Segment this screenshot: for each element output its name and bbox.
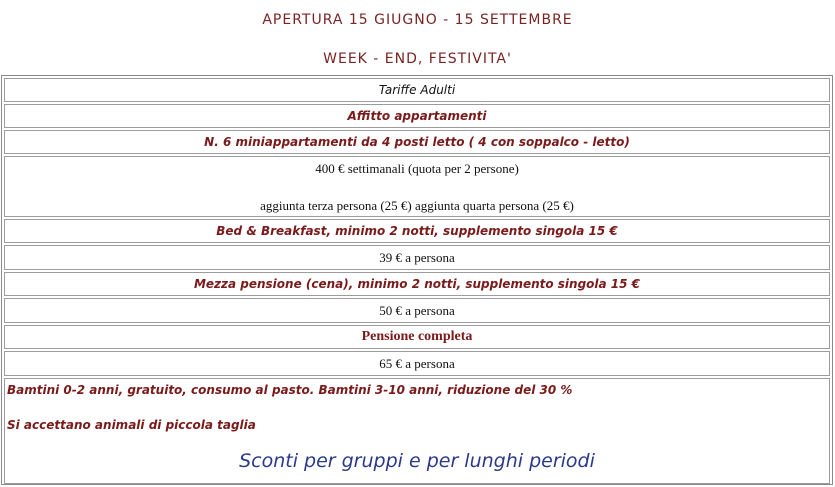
- apartment-price-cell: [4, 156, 830, 217]
- extra-person-price-text: aggiunta terza persona (25 €) aggiunta quarta persona (25 €): [260, 198, 574, 213]
- half-board-price: 50 € a persona: [4, 298, 830, 323]
- pets-allowed-note: Si accettano animali di piccola taglia: [7, 418, 256, 432]
- full-board-price: 65 € a persona: [4, 351, 830, 376]
- weekly-price-text: 400 € settimanali (quota per 2 persone): [315, 161, 519, 176]
- mini-apartments-header: N. 6 miniappartamenti da 4 posti letto ( 4 con soppalco - letto): [4, 130, 830, 154]
- tariffe-adulti-cell: Tariffe Adulti: [4, 78, 830, 102]
- half-board-header: Mezza pensione (cena), minimo 2 notti, supplemento singola 15 €: [4, 272, 830, 296]
- bed-breakfast-price: 39 € a persona: [4, 245, 830, 270]
- pricing-table: [1, 75, 833, 485]
- full-board-header: Pensione completa: [4, 325, 830, 349]
- children-discount-note: Bamtini 0-2 anni, gratuito, consumo al pasto. Bamtini 3-10 anni, riduzione del 30 %: [7, 383, 573, 397]
- apartment-rental-header: Affitto appartamenti: [4, 104, 830, 128]
- opening-dates-heading: APERTURA 15 GIUGNO - 15 SETTEMBRE: [262, 12, 573, 28]
- notes-cell: [4, 378, 830, 484]
- bed-breakfast-header: Bed & Breakfast, minimo 2 notti, supplemento singola 15 €: [4, 219, 830, 243]
- weekend-holidays-heading: WEEK - END, FESTIVITA': [323, 51, 512, 67]
- group-discount-note: Sconti per gruppi e per lunghi periodi: [239, 450, 595, 472]
